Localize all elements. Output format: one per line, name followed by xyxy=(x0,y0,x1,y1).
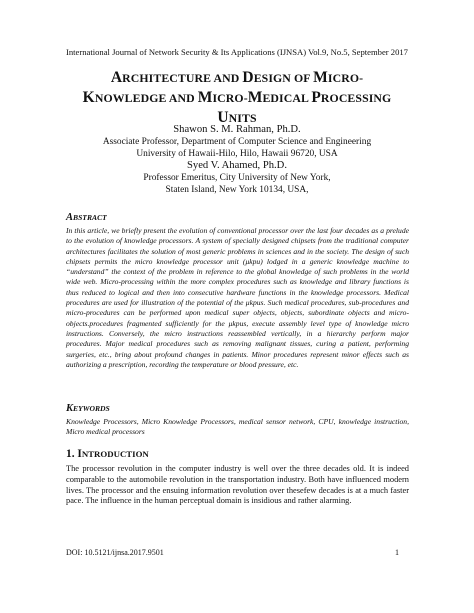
title-line-2: KNOWLEDGE AND MICRO-MEDICAL PROCESSING xyxy=(82,89,392,106)
keywords-heading: KEYWORDS xyxy=(66,403,110,414)
introduction-heading: 1. INTRODUCTION xyxy=(66,448,149,460)
author-name: Syed V. Ahamed, Ph.D. xyxy=(187,160,287,171)
running-head: International Journal of Network Security & Its Applications (IJNSA) Vol.9, No.5, September 2017 xyxy=(66,47,408,57)
author-affiliation: Associate Professor, Department of Computer Science and Engineering xyxy=(102,137,372,147)
author-block-1 xyxy=(30,123,444,160)
keywords-text: Knowledge Processors, Micro Knowledge Processors, medical sensor network, CPU, knowledge instruction, Micro medical processors xyxy=(66,417,409,437)
author-name: Shawon S. M. Rahman, Ph.D. xyxy=(173,124,301,135)
author-block-2 xyxy=(30,159,444,196)
author-address: University of Hawaii-Hilo, Hilo, Hawaii 96720, USA xyxy=(136,149,338,160)
introduction-text: The processor revolution in the computer industry is well over the three decades old. It is indeed comparable to the automobile revolution in the transportation industry. Both have influenced modern lives. The processor and the ensuing information revolution over thesefew decades is at a much faster pace. The influence in the human perceptual domain is insidious and rather alarming. xyxy=(66,464,409,506)
footer-doi: DOI: 10.5121/ijnsa.2017.9501 xyxy=(66,548,164,557)
abstract-heading: ABSTRACT xyxy=(66,212,107,223)
title-line-1: ARCHITECTURE AND DESIGN OF MICRO- xyxy=(110,69,364,86)
paper-title xyxy=(40,68,434,128)
author-address: Staten Island, New York 10134, USA, xyxy=(165,185,309,196)
page-number: 1 xyxy=(395,548,399,557)
author-affiliation: Professor Emeritus, City University of New York, xyxy=(143,173,331,183)
abstract-text: In this article, we briefly present the evolution of conventional processor over the last four decades as a prelude to the evolution of knowledge processors. A system of specially designed chipsets from the traditional computer architectures facilitates the solution of most generic problems in sciences and in the society. The design of such chipsets permits the micro knowledge processor unit (μkpu) lodged in a generic knowledge machine to “understand” the context of the problem in reference to the global knowledge of such problems in the world wide web. Micro-processing within the more complex procedures such as knowledge and library functions is thus reduced to logical and then into consecutive hardware functions in the knowledge processors. Medical procedures are used for illustration of the potential of the μkpus. Such medical procedures, sub-procedures and micro-procedures can be performed upon medical super objects, objects, subordinate objects and micro-objects.procedures fragmented sufficiently for the μkpus, execute assembly level type of knowledge micro instructions. Conversely, the micro instructions reassembled vertically, in a hierarchy perform major procedures. Major medical procedures such as removing malignant tissues, curing a patient, performing surgeries, etc., bring about profound changes in patients. Minor procedures represent minor effects such as authorizing a prescription, recording the temperature or blood pressure, etc. xyxy=(66,226,409,369)
title-line-3: UNITS xyxy=(217,109,257,126)
